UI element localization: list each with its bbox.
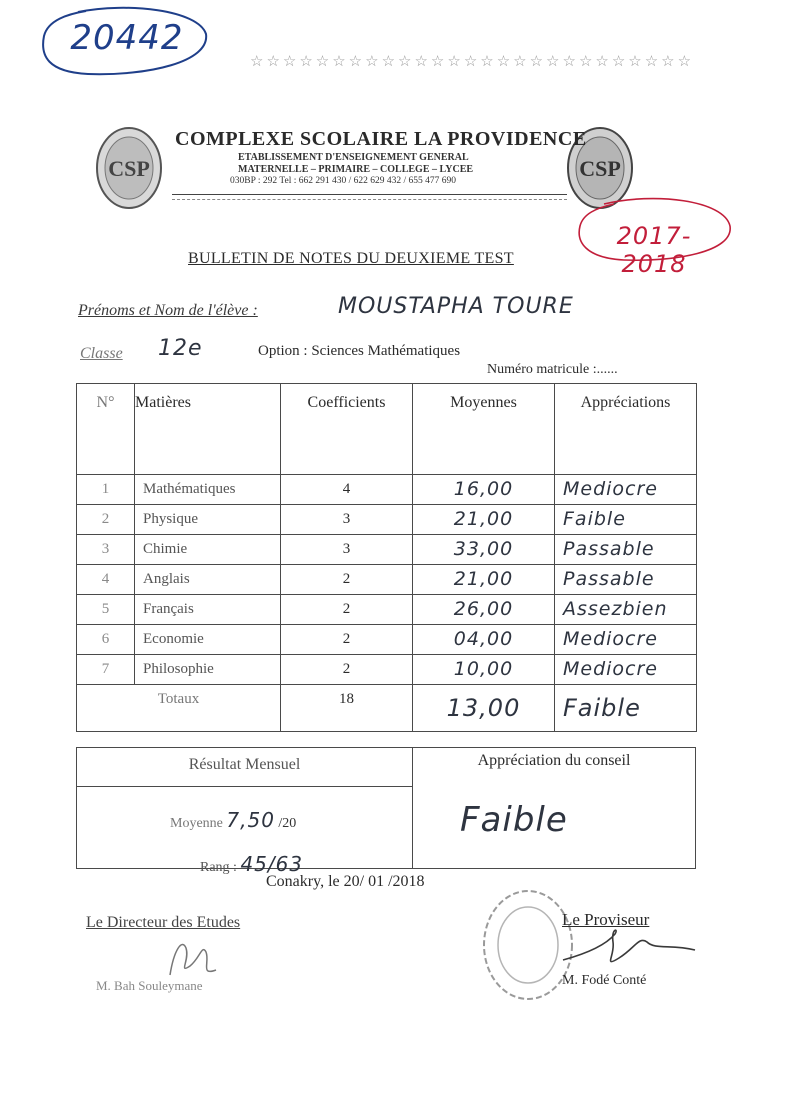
- row-appreciation: Assezbien: [555, 595, 697, 625]
- row-coef: 3: [281, 535, 413, 565]
- director-title: Le Directeur des Etudes: [86, 914, 241, 931]
- row-num: 2: [77, 505, 135, 535]
- grades-table: [76, 383, 697, 732]
- row-num: 4: [77, 565, 135, 595]
- proviseur-signature: [555, 920, 705, 980]
- row-subject: Physique: [135, 505, 281, 535]
- average-label: Moyenne: [170, 816, 223, 831]
- class-value: 12e: [158, 336, 203, 361]
- proviseur-title: Le Proviseur: [562, 910, 650, 929]
- grades-header-row: [77, 384, 697, 475]
- row-appreciation: Faible: [555, 505, 697, 535]
- row-coef: 2: [281, 625, 413, 655]
- table-row: [77, 625, 697, 655]
- average-suffix: /20: [278, 816, 297, 831]
- row-subject: Chimie: [135, 535, 281, 565]
- row-coef: 4: [281, 475, 413, 505]
- table-row: [77, 655, 697, 685]
- row-mark: 16,00: [413, 475, 555, 505]
- logo-left-text: CSP: [108, 156, 150, 181]
- matricule-label: Numéro matricule :......: [487, 362, 618, 377]
- row-subject: Mathématiques: [135, 475, 281, 505]
- doc-number: 20442: [70, 18, 184, 58]
- row-appreciation: Mediocre: [555, 475, 697, 505]
- row-appreciation: Passable: [555, 565, 697, 595]
- header-appreciation: Appréciations: [555, 384, 697, 475]
- date-prefix: Conakry, le: [266, 873, 340, 890]
- table-row: [77, 535, 697, 565]
- council-appreciation-value: Faible: [460, 800, 568, 840]
- school-logo-left: [95, 126, 163, 210]
- row-num: 3: [77, 535, 135, 565]
- totals-appreciation: Faible: [555, 685, 697, 732]
- header-mark: Moyennes: [413, 384, 555, 475]
- stars-row: ☆☆☆☆☆☆☆☆☆☆☆☆☆☆☆☆☆☆☆☆☆☆☆☆☆☆☆: [250, 54, 695, 70]
- date-line: Conakry, le 20/ 01 /2018: [266, 873, 425, 890]
- row-appreciation: Passable: [555, 535, 697, 565]
- date-month: 01: [368, 873, 385, 890]
- date-year: 2018: [392, 873, 425, 890]
- header-rule-dashed: [172, 199, 567, 200]
- row-subject: Economie: [135, 625, 281, 655]
- school-subtitle-2: MATERNELLE – PRIMAIRE – COLLEGE – LYCEE: [238, 164, 474, 175]
- row-mark: 21,00: [413, 565, 555, 595]
- totals-label: Totaux: [77, 685, 281, 732]
- director-signature: [160, 930, 230, 985]
- school-contact: 030BP : 292 Tel : 662 291 430 / 622 629 432 / 655 477 690: [230, 176, 457, 186]
- row-num: 7: [77, 655, 135, 685]
- bulletin-title: BULLETIN DE NOTES DU DEUXIEME TEST: [188, 250, 514, 267]
- proviseur-name: M. Fodé Conté: [562, 973, 647, 988]
- option-label: Option : Sciences Mathématiques: [258, 343, 461, 359]
- header-num: N°: [77, 384, 135, 475]
- row-mark: 33,00: [413, 535, 555, 565]
- totals-coef: 18: [281, 685, 413, 732]
- totals-mark: 13,00: [413, 685, 555, 732]
- row-mark: 26,00: [413, 595, 555, 625]
- row-appreciation: Mediocre: [555, 625, 697, 655]
- row-subject: Français: [135, 595, 281, 625]
- table-row: [77, 505, 697, 535]
- row-mark: 10,00: [413, 655, 555, 685]
- monthly-result-title: Résultat Mensuel: [188, 756, 301, 773]
- row-appreciation: Mediocre: [555, 655, 697, 685]
- row-subject: Anglais: [135, 565, 281, 595]
- row-num: 5: [77, 595, 135, 625]
- row-num: 6: [77, 625, 135, 655]
- result-header-divider: [76, 786, 413, 787]
- school-year: 2017- 2018: [616, 222, 692, 278]
- logo-right-text: CSP: [579, 156, 621, 181]
- monthly-average: [170, 808, 296, 832]
- school-name: COMPLEXE SCOLAIRE LA PROVIDENCE: [175, 128, 587, 150]
- rank-value: 45/63: [240, 852, 304, 876]
- row-subject: Philosophie: [135, 655, 281, 685]
- header-rule: [172, 194, 567, 195]
- date-day: 20: [343, 873, 360, 890]
- average-value: 7,50: [226, 808, 275, 832]
- header-subject: Matières: [135, 384, 281, 475]
- student-name-label: Prénoms et Nom de l'élève :: [78, 302, 258, 319]
- council-appreciation-title: Appréciation du conseil: [477, 752, 631, 769]
- header-coef: Coefficients: [281, 384, 413, 475]
- row-coef: 2: [281, 595, 413, 625]
- table-row: [77, 595, 697, 625]
- row-mark: 04,00: [413, 625, 555, 655]
- class-label: Classe: [80, 345, 123, 362]
- table-row: [77, 475, 697, 505]
- row-coef: 3: [281, 505, 413, 535]
- row-coef: 2: [281, 565, 413, 595]
- student-name: MOUSTAPHA TOURE: [338, 294, 574, 319]
- director-name: M. Bah Souleymane: [96, 978, 203, 993]
- totals-row: [77, 685, 697, 732]
- school-subtitle-1: ETABLISSEMENT D'ENSEIGNEMENT GENERAL: [238, 152, 469, 163]
- row-num: 1: [77, 475, 135, 505]
- row-coef: 2: [281, 655, 413, 685]
- table-row: [77, 565, 697, 595]
- row-mark: 21,00: [413, 505, 555, 535]
- rank-label: Rang :: [200, 860, 237, 875]
